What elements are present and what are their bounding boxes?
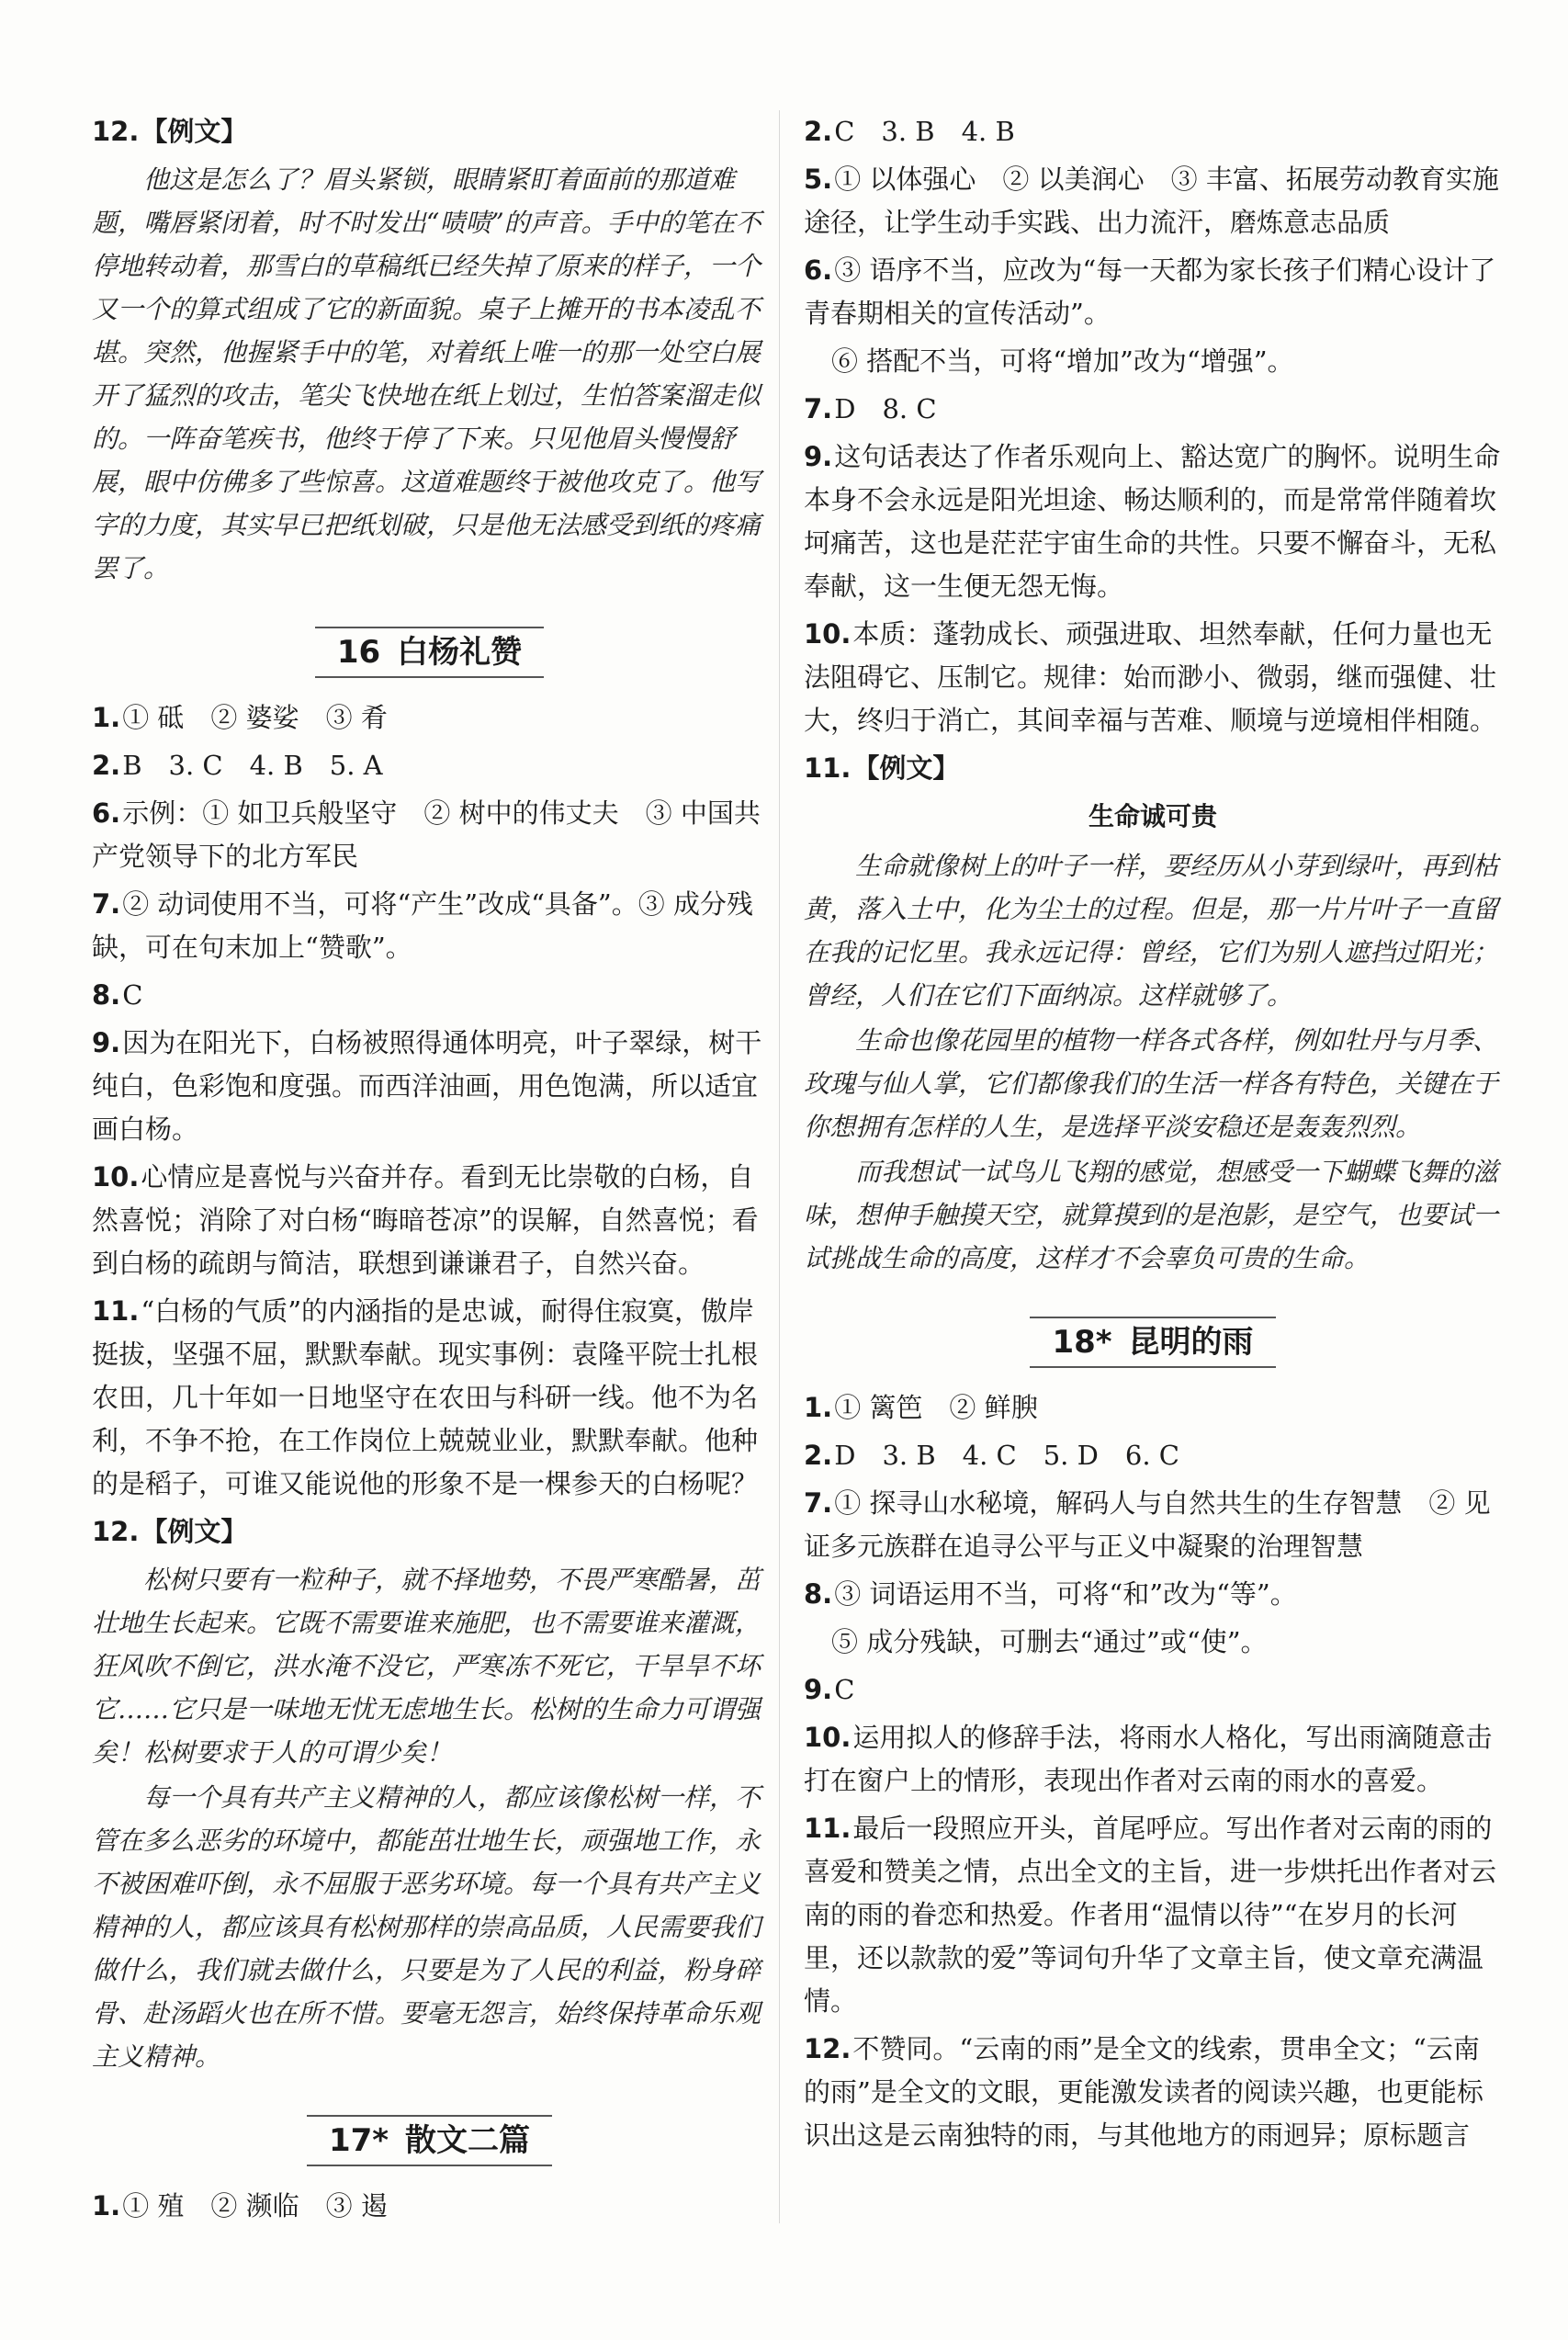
- left-column: [92, 110, 767, 2233]
- answer-item: 6.示例：① 如卫兵般坚守 ② 树中的伟丈夫 ③ 中国共产党领导下的北方军民: [92, 797, 761, 872]
- answer-item: 11.最后一段照应开头，首尾呼应。写出作者对云南的雨的喜爱和赞美之情，点出全文的主旨，进一步烘托出作者对云南的雨的眷恋和热爱。作者用“温情以待”“在岁月的长河里，还以款款的爱”等词句升华了文章主旨，使文章充满温情。: [804, 1813, 1497, 2017]
- essay-paragraph: 而我想试一试鸟儿飞翔的感觉，想感受一下蝴蝶飞舞的滋味，想伸手触摸天空，就算摸到的是泡影，是空气，也要试一试挑战生命的高度，这样才不会辜负可贵的生命。: [804, 1157, 1499, 1273]
- answer-item: 7.② 动词使用不当，可将“产生”改成“具备”。③ 成分残缺，可在句末加上“赞歌”。: [92, 888, 753, 963]
- answer-item: 5.① 以体强心 ② 以美润心 ③ 丰富、拓展劳动教育实施途径，让学生动手实践、出力流汗，磨炼意志品质: [804, 164, 1499, 238]
- section-16-answers: [92, 696, 767, 1506]
- question-12-header: 12.【例文】: [92, 116, 248, 147]
- essay-paragraph: 他这是怎么了？眉头紧锁，眼睛紧盯着面前的那道难题，嘴唇紧闭着，时不时发出“啧啧”的声音。手中的笔在不停地转动着，那雪白的草稿纸已经失掉了原来的样子，一个又一个的算式组成了它的新面貌。桌子上摊开的书本凌乱不堪。突然，他握紧手中的笔，对着纸上唯一的那一处空白展开了猛烈的攻击，笔尖飞快地在纸上划过，生怕答案溜走似的。一阵奋笔疾书，他终于停了下来。只见他眉头慢慢舒展，眼中仿佛多了些惊喜。这道难题终于被他攻克了。他写字的力度，其实早已把纸划破，只是他无法感受到纸的疼痛罢了。: [92, 164, 761, 583]
- essay-paragraph: 生命也像花园里的植物一样各式各样，例如牡丹与月季、玫瑰与仙人掌，它们都像我们的生活一样各有特色，关键在于你想拥有怎样的人生，是选择平淡安稳还是轰轰烈烈。: [804, 1025, 1499, 1142]
- answer-item: 11.“白杨的气质”的内涵指的是忠诚，耐得住寂寞，傲岸挺拔，坚强不屈，默默奉献。现实事例：袁隆平院士扎根农田，几十年如一日地坚守在农田与科研一线。他不为名利，不争不抢，在工作岗位上兢兢业业，默默奉献。他种的是稻子，可谁又能说他的形象不是一棵参天的白杨呢？: [92, 1295, 759, 1499]
- answer-item: 9.C: [804, 1674, 855, 1705]
- essay-title: 生命诚可贵: [1088, 801, 1217, 831]
- answer-item: 2.B 3. C 4. B 5. A: [92, 750, 383, 781]
- question-11-header: 11.【例文】: [804, 752, 960, 784]
- right-column: [804, 110, 1502, 2162]
- answer-item: 6.③ 语序不当，应改为“每一天都为家长孩子们精心设计了青春期相关的宣传活动”。: [804, 254, 1496, 329]
- answer-item: 10.运用拟人的修辞手法，将雨水人格化，写出雨滴随意击打在窗户上的情形，表现出作者对云南的雨水的喜爱。: [804, 1722, 1493, 1796]
- answer-item: 7.D 8. C: [804, 393, 937, 424]
- answer-item: 9.因为在阳光下，白杨被照得通体明亮，叶子翠绿，树干纯白，色彩饱和度强。而西洋油画，用色饱满，所以适宜画白杨。: [92, 1027, 762, 1145]
- answer-item: 1.① 篱笆 ② 鲜腴: [804, 1392, 1038, 1423]
- essay-paragraph: 每一个具有共产主义精神的人，都应该像松树一样，不管在多么恶劣的环境中，都能茁壮地生长，顽强地工作，永不被困难吓倒，永不屈服于恶劣环境。每一个具有共产主义精神的人，都应该具有松树那样的崇高品质，人民需要我们做什么，我们就去做什么，只要是为了人民的利益，粉身碎骨、赴汤蹈火也在所不惜。要毫无怨言，始终保持革命乐观主义精神。: [92, 1782, 761, 2072]
- answer-subitem: ⑥ 搭配不当，可将“增加”改为“增强”。: [831, 345, 1294, 377]
- column-divider: [779, 110, 780, 2223]
- section-16-heading: 16 白杨礼赞: [92, 627, 767, 678]
- answer-item: 2.C 3. B 4. B: [804, 116, 1015, 147]
- answer-item: 1.① 殖 ② 濒临 ③ 遏: [92, 2190, 388, 2221]
- answer-subitem: ⑤ 成分残缺，可删去“通过”或“使”。: [831, 1626, 1268, 1657]
- essay-paragraph: 松树只要有一粒种子，就不择地势，不畏严寒酷暑，茁壮地生长起来。它既不需要谁来施肥，也不需要谁来灌溉，狂风吹不倒它，洪水淹不没它，严寒冻不死它，干旱旱不坏它……它只是一味地无忧无虑地生长。松树的生命力可谓强矣！松树要求于人的可谓少矣！: [92, 1565, 761, 1768]
- answer-item: 12.不赞同。“云南的雨”是全文的线索，贯串全文；“云南的雨”是全文的文眼，更能激发读者的阅读兴趣，也更能标识出这是云南独特的雨，与其他地方的雨迥异；原标题言: [804, 2033, 1483, 2151]
- section-18-heading: 18* 昆明的雨: [804, 1317, 1502, 1368]
- answer-item: 8.C: [92, 979, 143, 1011]
- answer-item: 2.D 3. B 4. C 5. D 6. C: [804, 1440, 1179, 1471]
- answer-item: 8.③ 词语运用不当，可将“和”改为“等”。: [804, 1578, 1297, 1610]
- answer-item: 1.① 砥 ② 婆娑 ③ 肴: [92, 702, 388, 733]
- question-12b-header: 12.【例文】: [92, 1516, 248, 1547]
- answer-item: 7.① 探寻山水秘境，解码人与自然共生的生存智慧 ② 见证多元族群在追寻公平与正义中凝聚的治理智慧: [804, 1487, 1491, 1562]
- essay-paragraph: 生命就像树上的叶子一样，要经历从小芽到绿叶，再到枯黄，落入土中，化为尘土的过程。但是，那一片片叶子一直留在我的记忆里。我永远记得：曾经，它们为别人遮挡过阳光；曾经，人们在它们下面纳凉。这样就够了。: [804, 851, 1499, 1011]
- answer-item: 9.这句话表达了作者乐观向上、豁达宽广的胸怀。说明生命本身不会永远是阳光坦途、畅达顺利的，而是常常伴随着坎坷痛苦，这也是茫茫宇宙生命的共性。只要不懈奋斗，无私奉献，这一生便无怨无悔。: [804, 441, 1501, 602]
- section-17-heading: 17* 散文二篇: [92, 2115, 767, 2166]
- answer-item: 10.心情应是喜悦与兴奋并存。看到无比崇敬的白杨，自然喜悦；消除了对白杨“晦暗苍凉”的误解，自然喜悦；看到白杨的疏朗与简洁，联想到谦谦君子，自然兴奋。: [92, 1161, 759, 1279]
- answer-item: 10.本质：蓬勃成长、顽强进取、坦然奉献，任何力量也无法阻碍它、压制它。规律：始而渺小、微弱，继而强健、壮大，终归于消亡，其间幸福与苦难、顺境与逆境相伴相随。: [804, 618, 1497, 736]
